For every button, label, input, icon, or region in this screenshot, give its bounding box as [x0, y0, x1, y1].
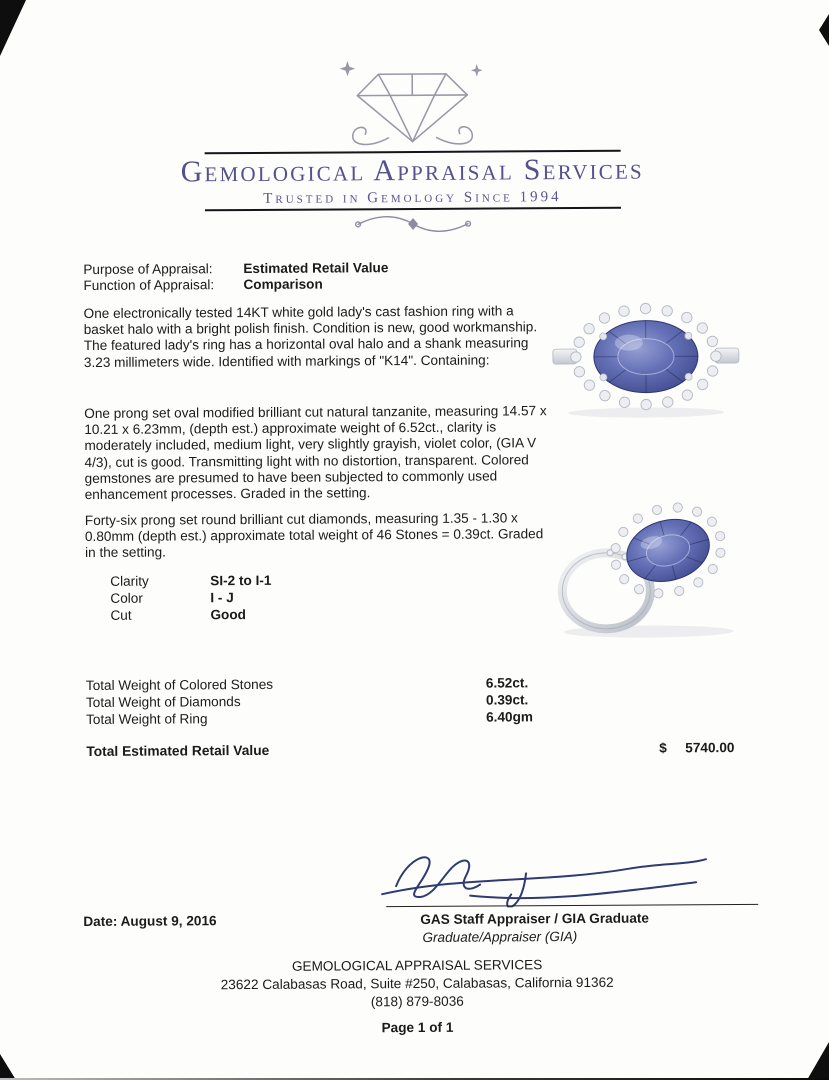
description-paragraph-ring: One electronically tested 14KT white gold lady's cast fashion ring with a basket halo with a bright polish finish. Condition is new, good workmanship. The featured lady's ring has a horizontal oval halo and a shank measuring 3.23 millimeters wide. Identified with markings of "K14". Containing:	[83, 303, 538, 370]
totals-label: Total Weight of Colored Stones	[85, 676, 274, 694]
ring-photo-side-view	[548, 488, 745, 641]
totals-value: 0.39ct.	[485, 692, 529, 708]
diamond-logo-icon	[330, 54, 495, 153]
footer-org-name: GEMOLOGICAL APPRAISAL SERVICES	[291, 957, 543, 974]
appraiser-subtitle: Graduate/Appraiser (GIA)	[422, 929, 578, 945]
grading-value: Good	[210, 607, 247, 623]
retail-value-amount: 5740.00	[685, 740, 735, 756]
totals-label: Total Weight of Diamonds	[85, 694, 241, 711]
grading-label: Color	[110, 590, 143, 607]
retail-currency-symbol: $	[659, 740, 667, 756]
footer-address: 23622 Calabasas Road, Suite #250, Calabasas, California 91362	[220, 974, 614, 993]
appraisal-info	[83, 260, 388, 294]
ring-photo-top-view	[551, 294, 742, 421]
page-number: Page 1 of 1	[381, 1019, 454, 1036]
grading-label: Clarity	[110, 573, 149, 589]
function-row	[83, 276, 388, 294]
appraiser-title: GAS Staff Appraiser / GIA Graduate	[420, 910, 649, 927]
description-paragraph-tanzanite: One prong set oval modified brilliant cut natural tanzanite, measuring 14.57 x 10.21 x 6.23mm, (depth est.) approximate weight of 6.52ct., clarity is moderately included, medium light, very slightly grayish, violet color, (GIA V 4/3), cut is good. Transmitting light with no distortion, transparent. Colored gemstones are presumed to have been subjected to commonly used enhancement processes. Graded in the setting.	[84, 403, 547, 503]
totals-row-ring	[86, 709, 533, 729]
grading-row-color	[110, 589, 271, 607]
function-label: Function of Appraisal:	[83, 277, 215, 294]
totals-table	[86, 674, 533, 728]
footer-phone: (818) 879-8036	[370, 993, 464, 1010]
purpose-label: Purpose of Appraisal:	[83, 261, 213, 278]
totals-label: Total Weight of Ring	[86, 711, 208, 728]
tanzanite-gem	[620, 510, 717, 590]
totals-value: 6.52ct.	[485, 675, 529, 691]
grading-row-clarity	[110, 572, 271, 590]
diamond-grading-table	[110, 572, 271, 625]
description-paragraph-diamonds: Forty-six prong set round brilliant cut diamonds, measuring 1.35 - 1.30 x 0.80mm (depth est.) approximate total weight of 46 Stones = 0.39ct. Graded in the setting.	[84, 510, 544, 561]
org-title: Gemological Appraisal Services	[180, 152, 644, 189]
purpose-value: Estimated Retail Value	[243, 260, 389, 277]
purpose-row	[83, 260, 388, 278]
scroll-flourish-icon	[347, 212, 477, 237]
appraisal-date: Date: August 9, 2016	[83, 913, 217, 930]
totals-value: 6.40gm	[486, 709, 533, 725]
function-value: Comparison	[243, 276, 323, 293]
grading-value: I - J	[210, 590, 234, 606]
grading-label: Cut	[110, 608, 132, 624]
grading-value: SI-2 to I-1	[210, 572, 272, 589]
appraiser-signature	[374, 844, 714, 908]
grading-row-cut	[110, 606, 271, 624]
org-tagline: Trusted in Gemology Since 1994	[263, 189, 562, 207]
retail-value-label: Total Estimated Retail Value	[86, 742, 270, 760]
